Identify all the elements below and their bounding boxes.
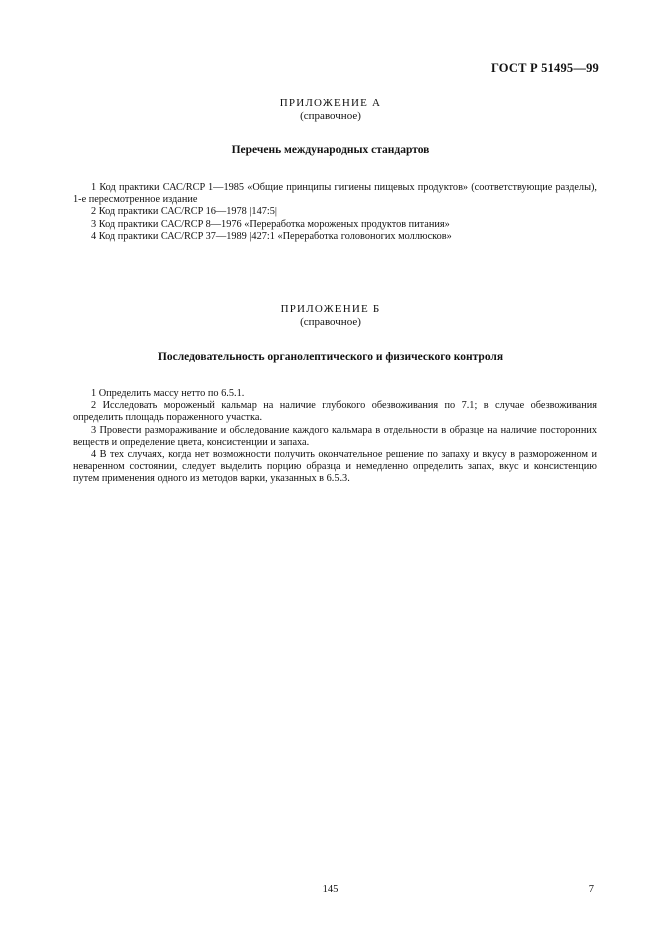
appendix-b-title: ПРИЛОЖЕНИЕ Б — [280, 303, 381, 315]
appendix-b-heading: Последовательность органолептического и физического контроля — [157, 351, 504, 363]
page-number: 145 — [322, 884, 339, 895]
list-item: 1 Код практики САС/RCP 1—1985 «Общие принципы гигиены пищевых продуктов» (соответствующие разделы), 1-е пересмотренное издание — [73, 182, 597, 206]
appendix-b-header — [0, 303, 661, 329]
list-item: 3 Код практики САС/RCP 8—1976 «Переработка мороженых продуктов питания» — [91, 218, 450, 230]
appendix-a-header — [0, 97, 661, 123]
list-item: 2 Код практики САС/RCP 16—1978 |147:5| — [91, 206, 277, 218]
appendix-b-list — [73, 388, 597, 486]
list-item: 2 Исследовать мороженый кальмар на наличие глубокого обезвоживания по 7.1; в случае обезвоживания определить площадь пораженного участка. — [73, 400, 597, 424]
list-item: 4 Код практики САС/RCP 37—1989 |427:1 «Переработка головоногих моллюсков» — [91, 230, 452, 242]
list-item: 3 Провести размораживание и обследование каждого кальмара в отдельности в образце на наличие посторонних веществ и определение цвета, консистенции и запаха. — [73, 424, 597, 448]
appendix-a-list — [73, 182, 597, 243]
appendix-a-note: (справочное) — [300, 110, 361, 122]
appendix-b-note: (справочное) — [300, 316, 361, 328]
appendix-a-title: ПРИЛОЖЕНИЕ А — [279, 97, 382, 109]
document-code: ГОСТ Р 51495—99 — [490, 61, 599, 75]
list-item: 1 Определить массу нетто по 6.5.1. — [91, 388, 245, 399]
appendix-a-heading: Перечень международных стандартов — [231, 144, 430, 156]
sheet-number: 7 — [588, 884, 594, 895]
list-item: 4 В тех случаях, когда нет возможности получить окончательное решение по запаху и вкусу в размороженном и неваренном состоянии, следует выделить порцию образца и немедленно определить запах, вкус и консистенцию путем применения одного из методов варки, указанных в 6.5.3. — [73, 449, 597, 485]
